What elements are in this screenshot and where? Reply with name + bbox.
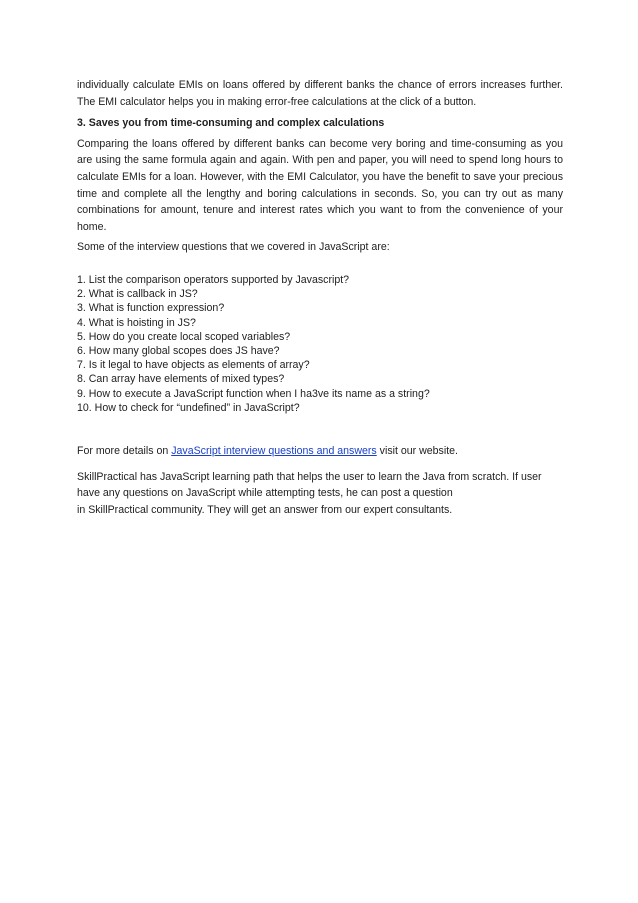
list-item: 9. How to execute a JavaScript function when I ha3ve its name as a string? [77, 387, 430, 400]
more-details-prefix: For more details on [77, 444, 172, 457]
questions-list [77, 273, 563, 415]
closing-line: have any questions on JavaScript while attempting tests, he can post a question [77, 487, 453, 500]
javascript-questions-link[interactable]: JavaScript interview questions and answers [171, 444, 377, 457]
list-item: 4. What is hoisting in JS? [77, 316, 196, 329]
closing-line: in SkillPractical community. They will get an answer from our expert consultants. [77, 503, 453, 516]
closing-line: SkillPractical has JavaScript learning path that helps the user to learn the Java from scratch. If user [77, 470, 542, 483]
list-item: 7. Is it legal to have objects as elements of array? [77, 359, 310, 372]
list-item: 2. What is callback in JS? [77, 288, 198, 301]
more-details-suffix: visit our website. [376, 444, 458, 457]
section-heading: 3. Saves you from time-consuming and complex calculations [77, 117, 385, 130]
section-paragraph: Comparing the loans offered by different banks can become very boring and time-consuming as you are using the same formula again and again. With pen and paper, you will need to spend long hours to calculate EMIs for a loan. However, with the EMI Calculator, you have the benefit to save your precious time and complete all the lengthy and boring calculations in seconds. So, you can try out as many combinations for amount, tenure and interest rates which you want to from the convenience of your home. [77, 137, 563, 233]
intro-paragraph: individually calculate EMIs on loans offered by different banks the chance of errors increases further. The EMI calculator helps you in making error-free calculations at the click of a button. [77, 79, 563, 108]
list-item: 10. How to check for “undefined” in JavaScript? [77, 401, 300, 414]
list-item: 3. What is function expression? [77, 302, 225, 315]
closing-paragraph [77, 469, 563, 519]
questions-intro: Some of the interview questions that we covered in JavaScript are: [77, 241, 390, 254]
document-body [77, 77, 563, 518]
list-item: 5. How do you create local scoped variables? [77, 330, 291, 343]
more-details-line [77, 443, 563, 460]
list-item: 1. List the comparison operators supported by Javascript? [77, 273, 350, 286]
list-item: 8. Can array have elements of mixed types? [77, 373, 285, 386]
list-item: 6. How many global scopes does JS have? [77, 344, 280, 357]
